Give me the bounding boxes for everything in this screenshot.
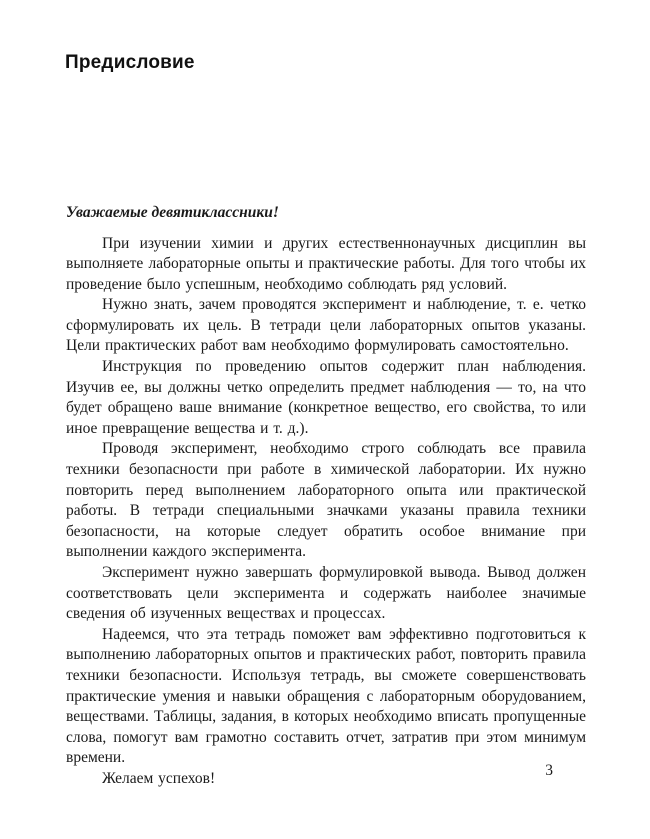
paragraph: Проводя эксперимент, необходимо строго соблюдать все правила техники безопасности при работе в химической лаборатории. Их нужно повторить перед выполнением лабораторного опыта или практической работы. В тетради специальными значками указаны правила техники безопасности, на которые следует обратить особое внимание при выполнении каждого эксперимента. <box>66 440 586 561</box>
page-title: Предисловие <box>65 52 195 73</box>
salutation: Уважаемые девятиклассники! <box>66 204 279 221</box>
page-content <box>66 203 586 790</box>
page-number: 3 <box>545 762 553 779</box>
paragraph: Нужно знать, зачем проводятся эксперимент и наблюдение, т. е. четко сформулировать их цель. В тетради цели лабораторных опытов указаны. Цели практических работ вам необходимо формулировать самостоятельно. <box>66 296 586 355</box>
paragraph: Желаем успехов! <box>102 769 216 787</box>
paragraph: Инструкция по проведению опытов содержит план наблюдения. Изучив ее, вы должны четко определить предмет наблюдения — то, на что будет обращено ваше внимание (конкретное вещество, его свойства, то или иное превращение вещества и т. д.). <box>66 358 586 437</box>
paragraph: При изучении химии и других естественнонаучных дисциплин вы выполняете лабораторные опыты и практические работы. Для того чтобы их проведение было успешным, необходимо соблюдать ряд условий. <box>66 234 586 293</box>
paragraph: Надеемся, что эта тетрадь поможет вам эффективно подготовиться к выполнению лабораторных опытов и практических работ, повторить правила техники безопасности. Используя тетрадь, вы сможете совершенствовать практические умения и навыки обращения с лабораторным оборудованием, веществами. Таблицы, задания, в которых необходимо вписать пропущенные слова, помогут вам грамотно составить отчет, затратив при этом минимум времени. <box>66 625 586 767</box>
paragraph: Эксперимент нужно завершать формулировкой вывода. Вывод должен соответствовать цели эксперимента и содержать наиболее значимые сведения об изученных веществах и процессах. <box>66 564 586 623</box>
